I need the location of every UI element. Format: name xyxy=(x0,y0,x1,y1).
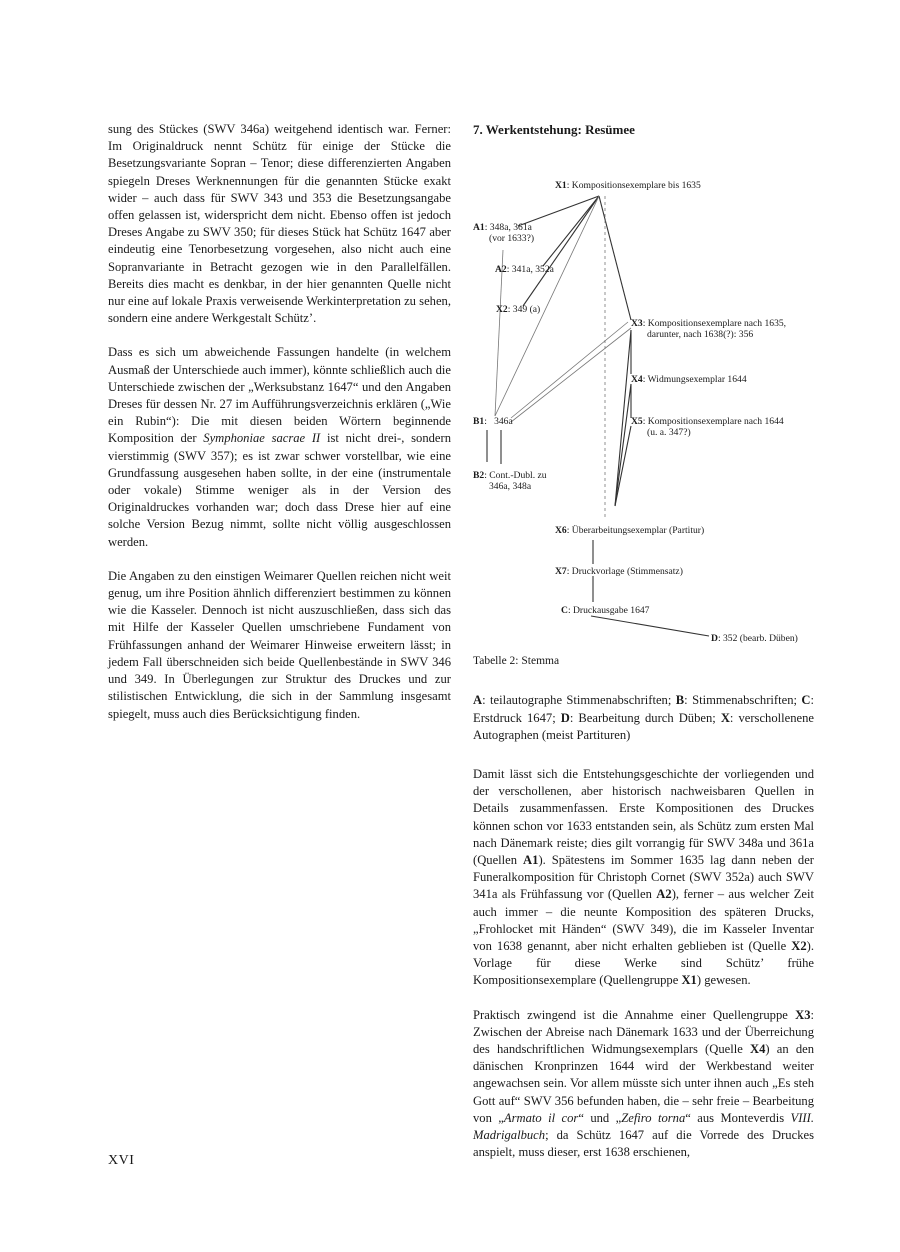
stemma-node-x7: X7: Druckvorlage (Stimmensatz) xyxy=(555,566,683,578)
left-paragraph-2 xyxy=(108,344,451,550)
stemma-node-x1: X1: Kompositionsexemplare bis 1635 xyxy=(555,180,701,192)
edge-x5-x6 xyxy=(615,426,631,506)
right-column xyxy=(473,121,814,1178)
edge-x1-x3 xyxy=(599,196,631,320)
section-heading: 7. Werkentstehung: Resümee xyxy=(473,122,635,137)
left-paragraph-2-title: Symphoniae sacrae II xyxy=(203,431,321,446)
stemma-node-x6: X6: Überarbeitungsexemplar (Partitur) xyxy=(555,525,705,537)
edge-x3-x6 xyxy=(615,330,631,506)
stemma-node-x2: X2: 349 (a) xyxy=(496,304,541,316)
stemma-node-x5: X5: Kompositionsexemplare nach 1644 (u. a. 347?) xyxy=(631,416,784,439)
left-paragraph-2-text-b: ist nicht drei-, sondern vierstimmig (SWV 357); es ist zwar schwer vorstellbar, wie eine Grundfassung ausgesehen haben sollte, in der eine (instrumentale oder vokale) Stimme weniger als in der Version des Originaldruckes vorhanden war; doch dass Drese hier auf eine solche Version Bezug nimmt, sollte nicht völlig ausgeschlossen werden. xyxy=(108,431,451,549)
edge-c-d xyxy=(591,616,709,636)
stemma-node-b2: B2: Cont.-Dubl. zu 346a, 348a xyxy=(473,470,547,493)
stemma-caption: Tabelle 2: Stemma xyxy=(473,655,560,668)
stemma-node-d: D: 352 (bearb. Düben) xyxy=(711,633,798,645)
stemma-node-a1: A1: 348a, 361a (vor 1633?) xyxy=(473,222,535,245)
stemma-node-b1: B1: 346a xyxy=(473,416,513,428)
right-paragraph-2: Praktisch zwingend ist die Annahme einer Quellengruppe X3: Zwischen der Abreise nach Dänemark 1633 und der Überreichung des handschriftlichen Widmungsexemplars (Quelle X4) an den dänischen Kronprinzen 1644 wird der Werkbestand weiter angewachsen sein. Vor allem müsste sich unter ihnen auch „Es steh Gott auf“ SWV 356 befunden haben, die – sehr freie – Bearbeitung von „Armato il cor“ und „Zefiro torna“ aus Monteverdis VIII. Madrigalbuch; da Schütz 1647 auf die Vorrede des Druckes anspielt, muss dieser, erst 1638 erschienen, xyxy=(473,1007,815,1160)
stemma-node-x3: X3: Kompositionsexemplare nach 1635, darunter, nach 1638(?): 356 xyxy=(631,318,787,341)
right-paragraph-1: Damit lässt sich die Entstehungsgeschichte der vorliegenden und der verschollenen, aber historisch nachweisbaren Quellen in Details zusammenfassen. Erste Kompositionen des Druckes können schon vor 1633 entstanden sein, als Schütz zum ersten Mal nach Dänemark reiste; dies gilt vorrangig für SWV 348a und 361a (Quellen A1). Spätestens im Sommer 1635 lag dann neben der Funeralkomposition für Christoph Cornet (SWV 352a) auch SWV 341a als Frühfassung vor (Quellen A2), ferner – aus welcher Zeit auch immer – die neunte Komposition des späteren Drucks, „Frohlocket mit Händen“ (SWV 349), die im Kasseler Inventar von 1638 genannt, aber nicht erhalten geblieben ist (Quelle X2). Vorlage für diese Werke sind Schütz’ frühe Kompositionsexemplare (Quellengruppe X1) gewesen. xyxy=(473,767,814,988)
edge-x1-x2 xyxy=(523,196,599,306)
edge-x3-b1-b xyxy=(511,328,631,422)
stemma-legend: A: teilautographe Stimmenabschriften; B: Stimmenabschriften; C: Erstdruck 1647; D: Bearbeitung durch Düben; X: verschollenene Autographen (meist Partituren) xyxy=(473,693,814,742)
page-number: XVI xyxy=(108,1153,135,1168)
edge-x4-x6 xyxy=(615,384,631,506)
edge-x3-b1-a xyxy=(511,322,628,418)
stemma-node-a2: A2: 341a, 352a xyxy=(495,264,554,276)
left-paragraph-2-text-a: Dass es sich um abweichende Fassungen handelte (in welchem Ausmaß der Unterschiede auch immer), könnte schließlich auch die Unterschiede zwischen der „Werksubstanz 1647“ und den Angaben Dreses für dessen Nr. 27 im Aufführungsverzeichnis erklären („Wie ein Rubin“): Die mit diesen beiden Wörtern beginnende Komposition der xyxy=(108,345,451,446)
left-paragraph-3: Die Angaben zu den einstigen Weimarer Quellen reichen nicht weit genug, um ihre Position ähnlich differenziert bestimmen zu können wie die Kasseler. Dennoch ist nicht auszuschließen, dass sich das mit Hilfe der Kasseler Quellen umschriebene Fundament von Frühfassungen anhand der Weimarer Hinweise erweitern lässt; in jedem Fall überschneiden sich beide Quellenbestände in SWV 346 und 349. In Überlegungen zur Struktur des Druckes und zur stilistischen Entwicklung, die sich in der Sammlung insgesamt spiegelt, muss auch dies Berücksichtigung finden. xyxy=(108,568,451,721)
stemma-diagram xyxy=(473,148,814,653)
left-paragraph-1: sung des Stückes (SWV 346a) weitgehend identisch war. Ferner: Im Originaldruck nennt Schütz für einige der Stücke die Besetzungsvariante Sopran – Tenor; diese differenzierten Angaben spiegeln Dreses Werknennungen für die genannten Stücke exakt wider – auch dass für SWV 343 und 353 die Besetzungsangabe offen gelassen ist, widerspricht dem nicht. Ebenso offen ist jedoch Dreses Angabe zu SWV 350; für dieses Stück hat Schütz 1647 aber eindeutig eine Tenorbesetzung vorgesehen, also nicht auch eine Sopranvariante in Betracht gezogen wie in den Parallelfällen. Bereits dies macht es denkbar, in der hier genannten Quelle nicht nur eine auf lokale Praxis verweisende Werkinterpretation zu sehen, sondern eine andere Werkgestalt Schütz’. xyxy=(108,122,451,326)
left-column xyxy=(108,121,451,740)
stemma-node-c: C: Druckausgabe 1647 xyxy=(561,605,650,617)
stemma-node-x4: X4: Widmungsexemplar 1644 xyxy=(631,374,747,386)
